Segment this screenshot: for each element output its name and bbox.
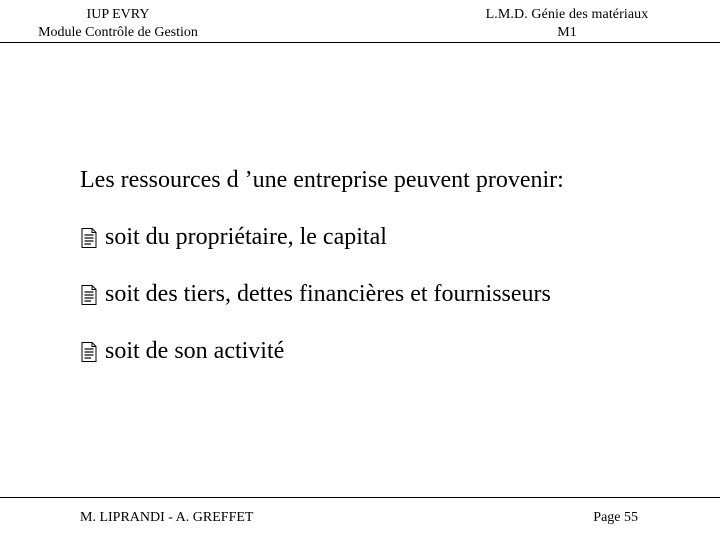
- header-right-line-2: M1: [557, 25, 577, 40]
- page-number: Page 55: [593, 510, 638, 525]
- header-left-line-1: IUP EVRY: [86, 7, 150, 22]
- slide-intro: Les ressources d ’une entreprise peuvent provenir:: [80, 167, 564, 193]
- bullet-text-1: soit du propriétaire, le capital: [105, 224, 387, 250]
- header-divider: [0, 42, 720, 43]
- header-left-line-2: Module Contrôle de Gestion: [38, 25, 198, 40]
- bullet-text-2: soit des tiers, dettes financières et fournisseurs: [105, 281, 551, 307]
- footer-divider: [0, 497, 720, 498]
- bullet-text-3: soit de son activité: [105, 338, 285, 364]
- bullet-item-2: [80, 278, 551, 310]
- header-left: [0, 6, 236, 42]
- document-icon: [80, 226, 98, 248]
- footer-authors: M. LIPRANDI - A. GREFFET: [80, 510, 254, 525]
- document-icon: [80, 283, 98, 305]
- header-right: [452, 6, 682, 42]
- header-right-line-1: L.M.D. Génie des matériaux: [485, 7, 649, 22]
- bullet-item-1: [80, 221, 387, 253]
- bullet-item-3: [80, 335, 284, 367]
- document-icon: [80, 340, 98, 362]
